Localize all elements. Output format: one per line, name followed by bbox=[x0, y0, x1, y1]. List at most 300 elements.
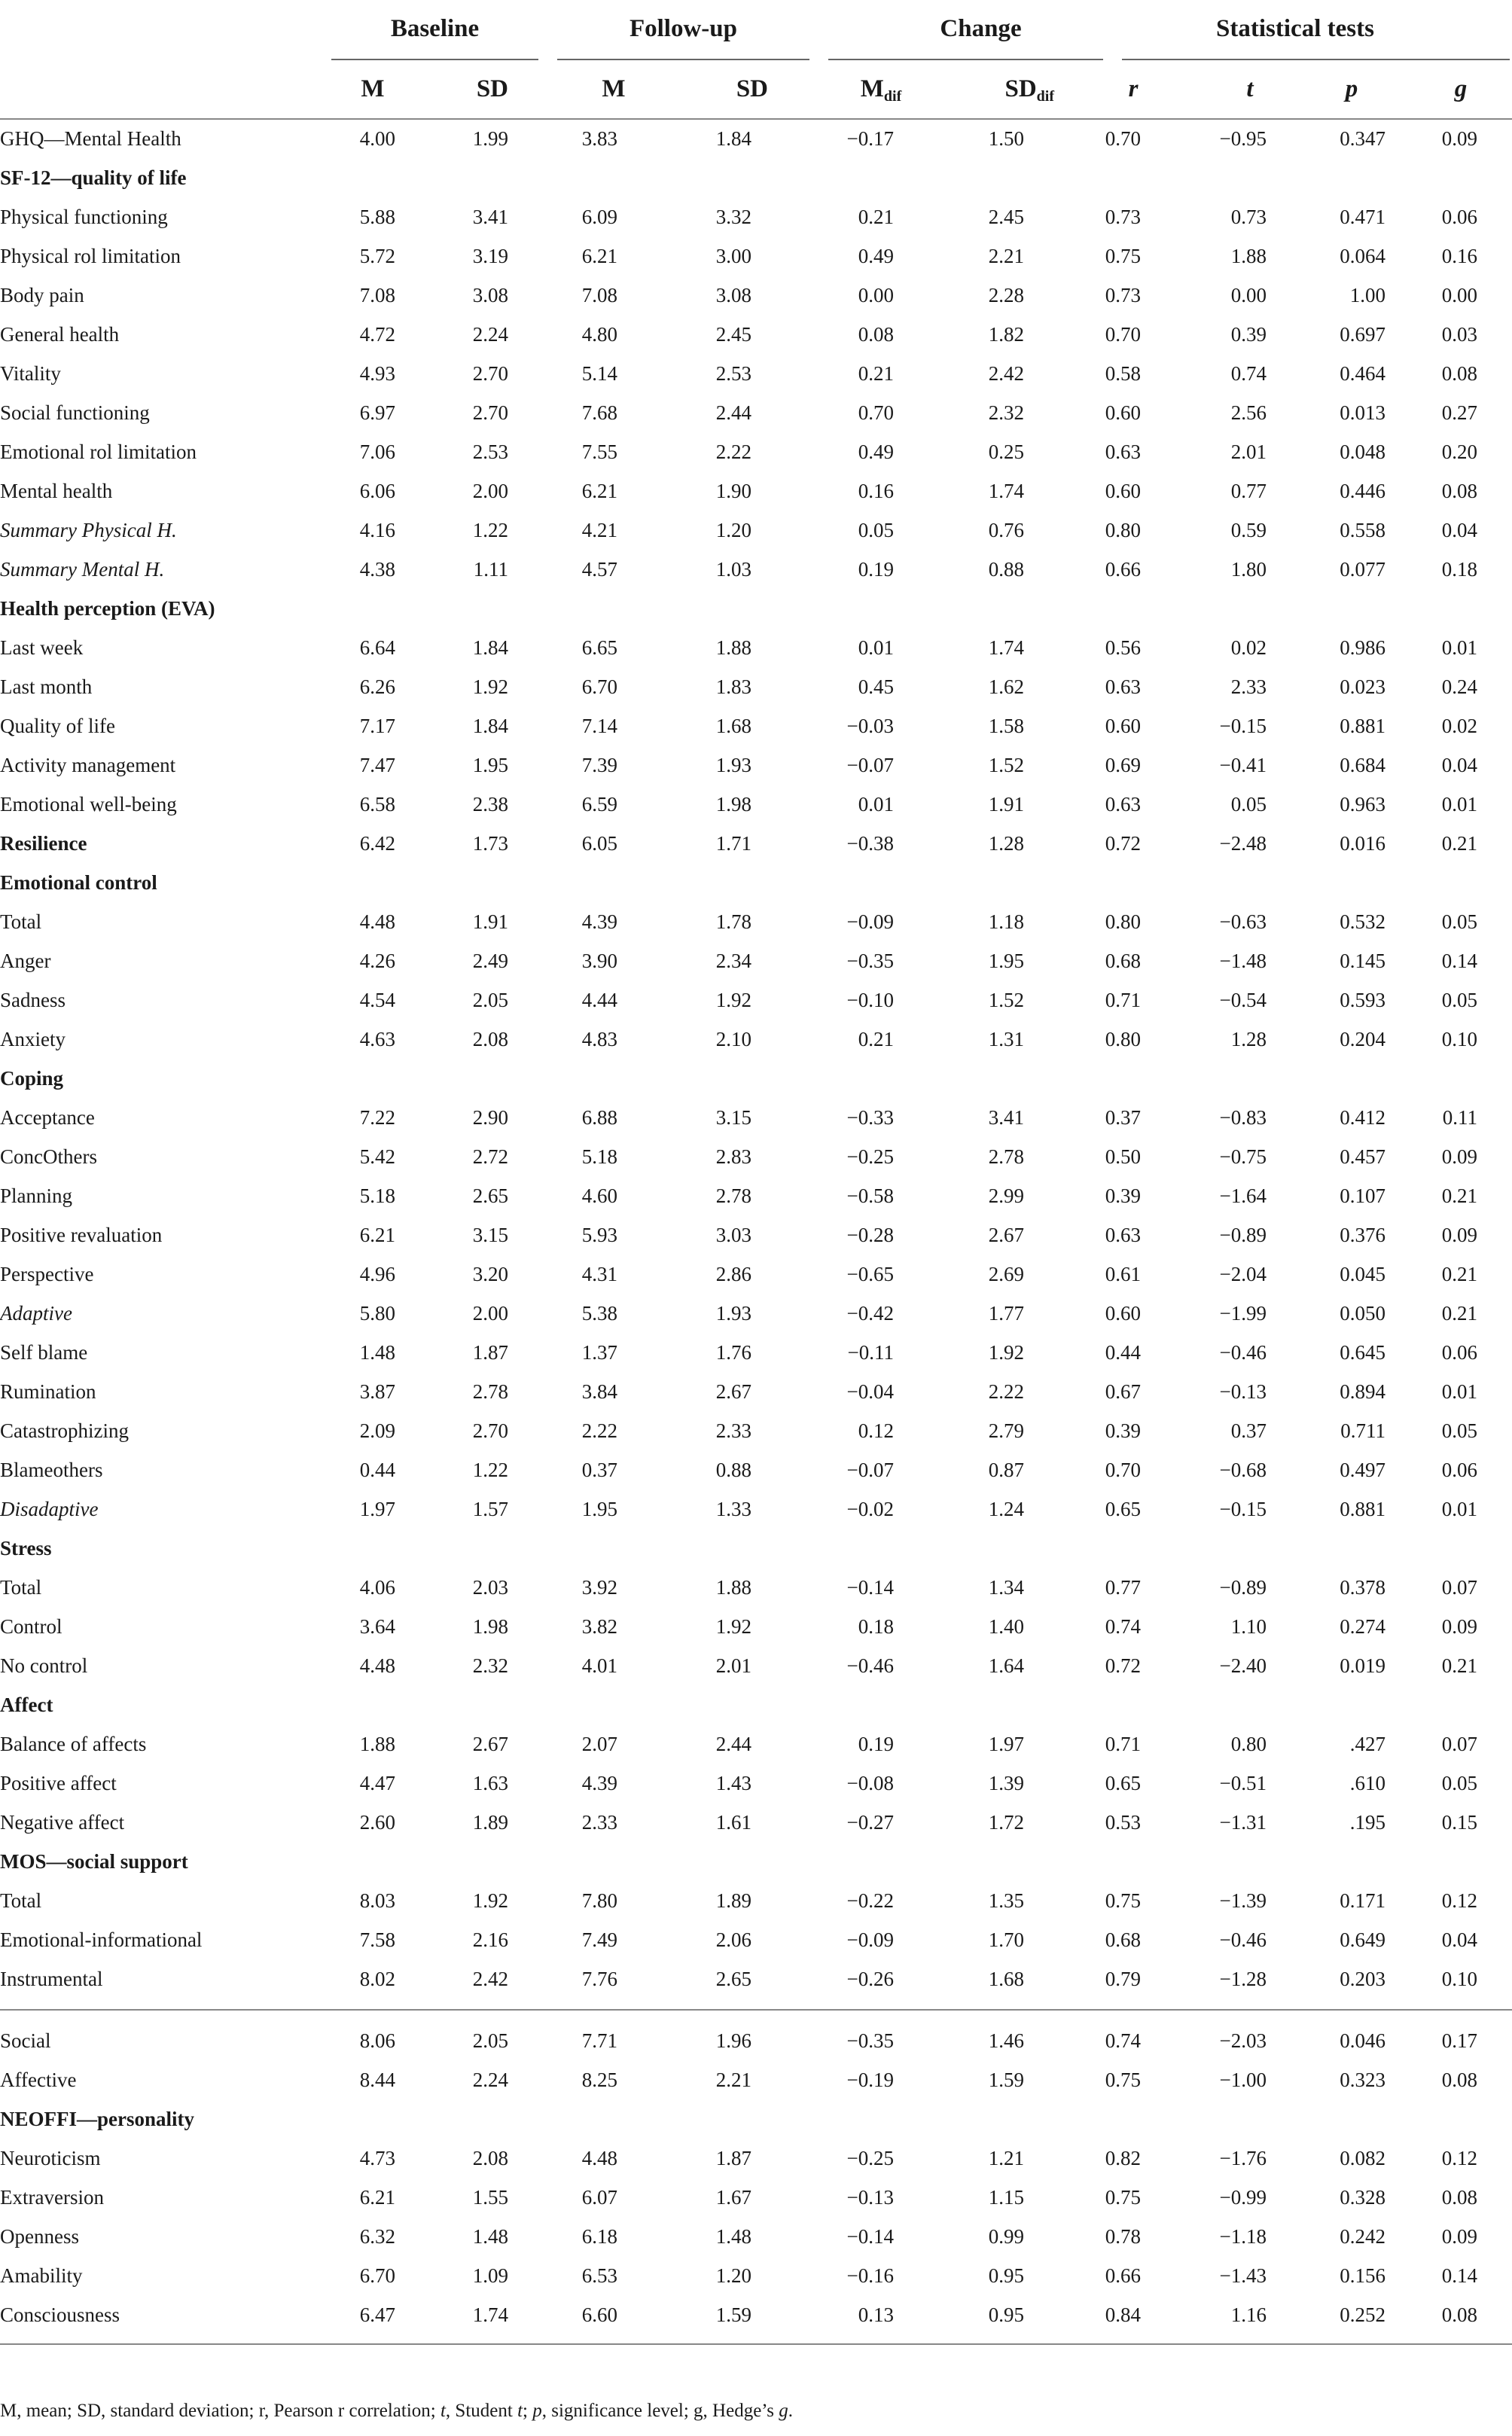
cell-baseline-sd: 1.09 bbox=[472, 2264, 508, 2287]
cell-baseline-sd: 2.08 bbox=[472, 1028, 508, 1050]
table-row bbox=[0, 1489, 1512, 1529]
cell-r: 0.73 bbox=[1105, 206, 1141, 228]
cell-sddif: 0.95 bbox=[988, 2303, 1024, 2326]
row-label: Last week bbox=[0, 636, 84, 659]
cell-baseline-m: 5.18 bbox=[359, 1184, 395, 1207]
cell-sddif: 1.35 bbox=[988, 1889, 1024, 1912]
cell-t: −0.89 bbox=[1219, 1576, 1267, 1599]
cell-t: 0.59 bbox=[1230, 519, 1267, 541]
cell-followup-m: 2.07 bbox=[581, 1733, 617, 1755]
row-label: Summary Physical H. bbox=[0, 519, 177, 541]
cell-baseline-m: 5.42 bbox=[359, 1145, 395, 1168]
cell-t: −0.46 bbox=[1219, 1341, 1267, 1364]
cell-g: 0.27 bbox=[1441, 401, 1477, 424]
cell-sddif: 2.78 bbox=[988, 1145, 1024, 1168]
cell-baseline-sd: 2.24 bbox=[472, 2069, 508, 2091]
cell-g: 0.05 bbox=[1441, 910, 1477, 933]
cell-p: 0.412 bbox=[1340, 1106, 1385, 1129]
table-row bbox=[0, 1450, 1512, 1489]
cell-baseline-sd: 3.19 bbox=[472, 245, 508, 267]
cell-r: 0.60 bbox=[1105, 401, 1141, 424]
subheader-followup-sd: SD bbox=[736, 75, 768, 102]
cell-mdif: −0.65 bbox=[846, 1263, 894, 1285]
cell-sddif: 1.24 bbox=[988, 1498, 1024, 1520]
row-label: MOS—social support bbox=[0, 1850, 188, 1873]
cell-sddif: 0.99 bbox=[988, 2225, 1024, 2248]
cell-baseline-m: 6.64 bbox=[359, 636, 395, 659]
cell-g: 0.04 bbox=[1441, 754, 1477, 776]
cell-followup-sd: 1.98 bbox=[715, 793, 751, 816]
table-row bbox=[0, 2178, 1512, 2217]
cell-g: 0.01 bbox=[1441, 636, 1477, 659]
cell-p: 0.107 bbox=[1340, 1184, 1385, 1207]
cell-r: 0.39 bbox=[1105, 1419, 1141, 1442]
cell-baseline-m: 5.80 bbox=[359, 1302, 395, 1325]
cell-g: 0.14 bbox=[1441, 2264, 1477, 2287]
cell-r: 0.70 bbox=[1105, 127, 1141, 150]
table-row bbox=[0, 1333, 1512, 1372]
cell-g: 0.07 bbox=[1441, 1733, 1477, 1755]
cell-t: −2.40 bbox=[1219, 1654, 1267, 1677]
cell-g: 0.06 bbox=[1441, 206, 1477, 228]
cell-baseline-m: 4.73 bbox=[359, 2147, 395, 2169]
cell-baseline-m: 4.48 bbox=[359, 910, 395, 933]
cell-r: 0.60 bbox=[1105, 715, 1141, 737]
row-label: Physical rol limitation bbox=[0, 245, 181, 267]
cell-t: −0.15 bbox=[1219, 1498, 1267, 1520]
table-row bbox=[0, 1411, 1512, 1450]
cell-followup-sd: 1.78 bbox=[715, 910, 751, 933]
subheader-t: t bbox=[1246, 75, 1254, 102]
cell-p: 1.00 bbox=[1349, 284, 1385, 306]
cell-baseline-m: 7.08 bbox=[359, 284, 395, 306]
cell-g: 0.01 bbox=[1441, 1380, 1477, 1403]
table-row bbox=[0, 824, 1512, 863]
cell-p: 0.697 bbox=[1340, 323, 1385, 346]
cell-baseline-m: 7.06 bbox=[359, 441, 395, 463]
cell-mdif: 0.12 bbox=[858, 1419, 894, 1442]
cell-followup-m: 4.60 bbox=[581, 1184, 617, 1207]
cell-baseline-m: 7.58 bbox=[359, 1928, 395, 1951]
table-row bbox=[0, 2021, 1512, 2060]
cell-sddif: 1.74 bbox=[988, 636, 1024, 659]
row-label: Rumination bbox=[0, 1380, 96, 1403]
row-label: Self blame bbox=[0, 1341, 88, 1364]
cell-r: 0.75 bbox=[1105, 1889, 1141, 1912]
subheader-p: p bbox=[1345, 75, 1358, 102]
cell-t: 1.10 bbox=[1230, 1615, 1267, 1638]
cell-baseline-m: 6.97 bbox=[359, 401, 395, 424]
cell-followup-m: 7.49 bbox=[581, 1928, 617, 1951]
cell-mdif: −0.17 bbox=[846, 127, 894, 150]
cell-p: 0.082 bbox=[1340, 2147, 1385, 2169]
row-label: Openness bbox=[0, 2225, 79, 2248]
cell-baseline-sd: 1.73 bbox=[472, 832, 508, 855]
table-row bbox=[0, 1215, 1512, 1255]
cell-baseline-m: 8.44 bbox=[359, 2069, 395, 2091]
cell-t: 0.00 bbox=[1230, 284, 1267, 306]
cell-g: 0.09 bbox=[1441, 1224, 1477, 1246]
row-label: Mental health bbox=[0, 480, 113, 502]
cell-t: 1.16 bbox=[1230, 2303, 1267, 2326]
row-label: Disadaptive bbox=[0, 1498, 99, 1520]
cell-baseline-sd: 1.84 bbox=[472, 715, 508, 737]
cell-baseline-sd: 2.03 bbox=[472, 1576, 508, 1599]
header-rule-change bbox=[828, 59, 1103, 60]
subheader-mdif: $M_{dif}$ bbox=[860, 75, 902, 105]
cell-r: 0.69 bbox=[1105, 754, 1141, 776]
cell-mdif: −0.26 bbox=[846, 1968, 894, 1990]
cell-sddif: 2.45 bbox=[988, 206, 1024, 228]
cell-sddif: 1.52 bbox=[988, 754, 1024, 776]
cell-baseline-m: 4.00 bbox=[359, 127, 395, 150]
cell-followup-sd: 2.22 bbox=[715, 441, 751, 463]
cell-g: 0.21 bbox=[1441, 1302, 1477, 1325]
cell-followup-m: 4.39 bbox=[581, 1772, 617, 1794]
cell-baseline-m: 6.21 bbox=[359, 2186, 395, 2209]
cell-r: 0.60 bbox=[1105, 1302, 1141, 1325]
cell-g: 0.05 bbox=[1441, 1772, 1477, 1794]
cell-mdif: −0.42 bbox=[846, 1302, 894, 1325]
cell-sddif: 3.41 bbox=[988, 1106, 1024, 1129]
cell-p: 0.019 bbox=[1340, 1654, 1385, 1677]
cell-p: 0.457 bbox=[1340, 1145, 1385, 1168]
cell-p: 0.064 bbox=[1340, 245, 1385, 267]
cell-r: 0.63 bbox=[1105, 1224, 1141, 1246]
header-rule-tests bbox=[1122, 59, 1510, 60]
cell-t: −1.39 bbox=[1219, 1889, 1267, 1912]
cell-p: 0.711 bbox=[1340, 1419, 1385, 1442]
cell-followup-m: 7.71 bbox=[581, 2029, 617, 2052]
cell-baseline-sd: 2.70 bbox=[472, 362, 508, 385]
cell-baseline-m: 7.47 bbox=[359, 754, 395, 776]
table-row bbox=[0, 941, 1512, 980]
row-label: Activity management bbox=[0, 754, 176, 776]
cell-g: 0.03 bbox=[1441, 323, 1477, 346]
cell-g: 0.10 bbox=[1441, 1968, 1477, 1990]
cell-baseline-sd: 1.74 bbox=[472, 2303, 508, 2326]
cell-sddif: 2.32 bbox=[988, 401, 1024, 424]
cell-sddif: 1.46 bbox=[988, 2029, 1024, 2052]
cell-followup-sd: 1.20 bbox=[715, 519, 751, 541]
cell-sddif: 0.25 bbox=[988, 441, 1024, 463]
cell-baseline-m: 5.72 bbox=[359, 245, 395, 267]
cell-sddif: 2.67 bbox=[988, 1224, 1024, 1246]
cell-baseline-m: 4.48 bbox=[359, 1654, 395, 1677]
cell-followup-sd: 1.88 bbox=[715, 1576, 751, 1599]
table-row bbox=[0, 2060, 1512, 2099]
table-row bbox=[0, 902, 1512, 941]
section-row bbox=[0, 1059, 1512, 1098]
cell-r: 0.77 bbox=[1105, 1576, 1141, 1599]
cell-sddif: 1.31 bbox=[988, 1028, 1024, 1050]
cell-mdif: −0.11 bbox=[847, 1341, 894, 1364]
cell-followup-m: 6.53 bbox=[581, 2264, 617, 2287]
cell-baseline-m: 4.38 bbox=[359, 558, 395, 581]
cell-g: 0.01 bbox=[1441, 1498, 1477, 1520]
cell-sddif: 1.68 bbox=[988, 1968, 1024, 1990]
cell-mdif: −0.22 bbox=[846, 1889, 894, 1912]
cell-followup-m: 6.21 bbox=[581, 245, 617, 267]
cell-r: 0.80 bbox=[1105, 910, 1141, 933]
cell-followup-sd: 0.88 bbox=[715, 1459, 751, 1481]
cell-g: 0.00 bbox=[1441, 284, 1477, 306]
cell-followup-m: 7.14 bbox=[581, 715, 617, 737]
row-label: Summary Mental H. bbox=[0, 558, 165, 581]
cell-baseline-sd: 2.38 bbox=[472, 793, 508, 816]
cell-followup-m: 6.88 bbox=[581, 1106, 617, 1129]
cell-sddif: 1.72 bbox=[988, 1811, 1024, 1834]
cell-baseline-sd: 3.20 bbox=[472, 1263, 508, 1285]
cell-g: 0.04 bbox=[1441, 1928, 1477, 1951]
cell-r: 0.39 bbox=[1105, 1184, 1141, 1207]
table-row bbox=[0, 550, 1512, 589]
table-row bbox=[0, 119, 1512, 158]
cell-r: 0.70 bbox=[1105, 323, 1141, 346]
cell-g: 0.08 bbox=[1441, 362, 1477, 385]
cell-followup-sd: 1.88 bbox=[715, 636, 751, 659]
cell-g: 0.09 bbox=[1441, 1615, 1477, 1638]
cell-g: 0.24 bbox=[1441, 675, 1477, 698]
cell-followup-m: 4.57 bbox=[581, 558, 617, 581]
cell-t: −1.31 bbox=[1219, 1811, 1267, 1834]
cell-r: 0.72 bbox=[1105, 1654, 1141, 1677]
cell-followup-sd: 2.10 bbox=[715, 1028, 751, 1050]
cell-r: 0.66 bbox=[1105, 2264, 1141, 2287]
footnote-text: M, mean; SD, standard deviation; r, Pearson r correlation; t, Student t; p, significance level; g, Hedge’s g. bbox=[0, 2401, 793, 2421]
section-row bbox=[0, 1842, 1512, 1881]
cell-followup-sd: 2.53 bbox=[715, 362, 751, 385]
cell-sddif: 1.64 bbox=[988, 1654, 1024, 1677]
cell-baseline-m: 6.32 bbox=[359, 2225, 395, 2248]
cell-g: 0.12 bbox=[1441, 1889, 1477, 1912]
cell-mdif: 0.16 bbox=[858, 480, 894, 502]
table-row bbox=[0, 1646, 1512, 1685]
cell-followup-m: 4.39 bbox=[581, 910, 617, 933]
table-row bbox=[0, 276, 1512, 315]
cell-sddif: 1.50 bbox=[988, 127, 1024, 150]
row-label: Body pain bbox=[0, 284, 84, 306]
cell-followup-sd: 3.32 bbox=[715, 206, 751, 228]
cell-baseline-sd: 1.99 bbox=[472, 127, 508, 150]
cell-p: 0.446 bbox=[1340, 480, 1385, 502]
cell-p: 0.593 bbox=[1340, 989, 1385, 1011]
cell-t: −0.89 bbox=[1219, 1224, 1267, 1246]
cell-mdif: 0.01 bbox=[858, 636, 894, 659]
cell-baseline-sd: 2.32 bbox=[472, 1654, 508, 1677]
cell-p: 0.016 bbox=[1340, 832, 1385, 855]
row-label: Coping bbox=[0, 1067, 64, 1090]
cell-followup-sd: 2.06 bbox=[715, 1928, 751, 1951]
cell-r: 0.66 bbox=[1105, 558, 1141, 581]
cell-followup-sd: 1.84 bbox=[715, 127, 751, 150]
cell-baseline-sd: 2.00 bbox=[472, 1302, 508, 1325]
cell-baseline-m: 1.88 bbox=[359, 1733, 395, 1755]
cell-sddif: 0.76 bbox=[988, 519, 1024, 541]
cell-followup-sd: 3.15 bbox=[715, 1106, 751, 1129]
cell-p: 0.464 bbox=[1340, 362, 1385, 385]
cell-followup-sd: 1.93 bbox=[715, 754, 751, 776]
cell-followup-m: 6.65 bbox=[581, 636, 617, 659]
table-row bbox=[0, 1724, 1512, 1764]
row-label: Adaptive bbox=[0, 1302, 72, 1325]
row-label: Anger bbox=[0, 950, 51, 972]
cell-mdif: −0.28 bbox=[846, 1224, 894, 1246]
cell-mdif: −0.46 bbox=[846, 1654, 894, 1677]
table-row bbox=[0, 511, 1512, 550]
row-label: Affective bbox=[0, 2069, 77, 2091]
row-label: Total bbox=[0, 1889, 42, 1912]
cell-sddif: 1.34 bbox=[988, 1576, 1024, 1599]
cell-mdif: −0.09 bbox=[846, 910, 894, 933]
cell-mdif: −0.38 bbox=[846, 832, 894, 855]
cell-followup-sd: 2.44 bbox=[715, 401, 751, 424]
cell-r: 0.37 bbox=[1105, 1106, 1141, 1129]
cell-baseline-sd: 2.72 bbox=[472, 1145, 508, 1168]
table-row bbox=[0, 393, 1512, 432]
cell-mdif: 0.49 bbox=[858, 441, 894, 463]
cell-baseline-sd: 1.48 bbox=[472, 2225, 508, 2248]
row-label: Total bbox=[0, 1576, 42, 1599]
cell-followup-m: 4.31 bbox=[581, 1263, 617, 1285]
subheader-followup-m: M bbox=[602, 75, 626, 102]
cell-r: 0.58 bbox=[1105, 362, 1141, 385]
cell-p: 0.203 bbox=[1340, 1968, 1385, 1990]
cell-p: 0.894 bbox=[1340, 1380, 1385, 1403]
cell-p: 0.497 bbox=[1340, 1459, 1385, 1481]
table-row bbox=[0, 1607, 1512, 1646]
cell-baseline-sd: 2.24 bbox=[472, 323, 508, 346]
cell-r: 0.72 bbox=[1105, 832, 1141, 855]
cell-baseline-m: 6.26 bbox=[359, 675, 395, 698]
cell-baseline-sd: 1.91 bbox=[472, 910, 508, 933]
cell-p: 0.013 bbox=[1340, 401, 1385, 424]
cell-sddif: 2.99 bbox=[988, 1184, 1024, 1207]
cell-r: 0.74 bbox=[1105, 2029, 1141, 2052]
cell-followup-sd: 1.61 bbox=[715, 1811, 751, 1834]
cell-t: 1.80 bbox=[1230, 558, 1267, 581]
cell-r: 0.65 bbox=[1105, 1772, 1141, 1794]
cell-p: 0.471 bbox=[1340, 206, 1385, 228]
table-row bbox=[0, 1803, 1512, 1842]
cell-baseline-sd: 1.63 bbox=[472, 1772, 508, 1794]
cell-followup-sd: 1.68 bbox=[715, 715, 751, 737]
cell-p: 0.156 bbox=[1340, 2264, 1385, 2287]
cell-g: 0.21 bbox=[1441, 1263, 1477, 1285]
cell-r: 0.82 bbox=[1105, 2147, 1141, 2169]
cell-mdif: −0.07 bbox=[846, 1459, 894, 1481]
cell-r: 0.60 bbox=[1105, 480, 1141, 502]
subheader-baseline-m: M bbox=[361, 75, 385, 102]
cell-mdif: −0.35 bbox=[846, 950, 894, 972]
cell-mdif: 0.05 bbox=[858, 519, 894, 541]
cell-t: −0.68 bbox=[1219, 1459, 1267, 1481]
cell-t: −1.28 bbox=[1219, 1968, 1267, 1990]
cell-t: 0.37 bbox=[1230, 1419, 1267, 1442]
cell-mdif: 0.49 bbox=[858, 245, 894, 267]
table-row bbox=[0, 1176, 1512, 1215]
cell-g: 0.10 bbox=[1441, 1028, 1477, 1050]
cell-p: .195 bbox=[1349, 1811, 1385, 1834]
cell-followup-sd: 2.44 bbox=[715, 1733, 751, 1755]
cell-followup-m: 8.25 bbox=[581, 2069, 617, 2091]
cell-baseline-sd: 2.05 bbox=[472, 989, 508, 1011]
cell-followup-sd: 1.83 bbox=[715, 675, 751, 698]
cell-sddif: 1.59 bbox=[988, 2069, 1024, 2091]
cell-baseline-m: 6.58 bbox=[359, 793, 395, 816]
table-row bbox=[0, 1959, 1512, 1998]
cell-g: 0.17 bbox=[1441, 2029, 1477, 2052]
cell-t: −1.64 bbox=[1219, 1184, 1267, 1207]
cell-t: 2.33 bbox=[1230, 675, 1267, 698]
cell-followup-sd: 1.71 bbox=[715, 832, 751, 855]
cell-followup-sd: 1.76 bbox=[715, 1341, 751, 1364]
cell-followup-m: 6.70 bbox=[581, 675, 617, 698]
cell-followup-m: 4.48 bbox=[581, 2147, 617, 2169]
cell-followup-sd: 2.86 bbox=[715, 1263, 751, 1285]
cell-g: 0.08 bbox=[1441, 2186, 1477, 2209]
cell-t: −0.13 bbox=[1219, 1380, 1267, 1403]
cell-t: 0.80 bbox=[1230, 1733, 1267, 1755]
cell-baseline-m: 6.21 bbox=[359, 1224, 395, 1246]
cell-followup-sd: 2.67 bbox=[715, 1380, 751, 1403]
cell-mdif: 0.13 bbox=[858, 2303, 894, 2326]
cell-r: 0.75 bbox=[1105, 245, 1141, 267]
cell-followup-m: 7.08 bbox=[581, 284, 617, 306]
cell-baseline-m: 4.63 bbox=[359, 1028, 395, 1050]
row-label: Blameothers bbox=[0, 1459, 103, 1481]
cell-r: 0.74 bbox=[1105, 1615, 1141, 1638]
cell-baseline-sd: 2.05 bbox=[472, 2029, 508, 2052]
row-label: Health perception (EVA) bbox=[0, 597, 215, 620]
cell-baseline-sd: 2.67 bbox=[472, 1733, 508, 1755]
cell-t: −2.03 bbox=[1219, 2029, 1267, 2052]
cell-mdif: 0.19 bbox=[858, 558, 894, 581]
cell-r: 0.68 bbox=[1105, 950, 1141, 972]
cell-p: 0.986 bbox=[1340, 636, 1385, 659]
table-bottom-rule bbox=[0, 2343, 1512, 2345]
cell-r: 0.71 bbox=[1105, 989, 1141, 1011]
cell-p: 0.323 bbox=[1340, 2069, 1385, 2091]
cell-p: 0.077 bbox=[1340, 558, 1385, 581]
cell-mdif: 0.00 bbox=[858, 284, 894, 306]
cell-baseline-m: 6.47 bbox=[359, 2303, 395, 2326]
cell-mdif: −0.19 bbox=[846, 2069, 894, 2091]
subheader-g: g bbox=[1454, 75, 1468, 102]
cell-followup-m: 4.83 bbox=[581, 1028, 617, 1050]
cell-sddif: 0.88 bbox=[988, 558, 1024, 581]
cell-p: 0.532 bbox=[1340, 910, 1385, 933]
section-row bbox=[0, 863, 1512, 902]
cell-followup-sd: 1.92 bbox=[715, 989, 751, 1011]
cell-sddif: 1.92 bbox=[988, 1341, 1024, 1364]
row-label: Amability bbox=[0, 2264, 83, 2287]
cell-mdif: −0.04 bbox=[846, 1380, 894, 1403]
table-row bbox=[0, 197, 1512, 236]
cell-p: 0.328 bbox=[1340, 2186, 1385, 2209]
cell-sddif: 2.21 bbox=[988, 245, 1024, 267]
cell-sddif: 1.39 bbox=[988, 1772, 1024, 1794]
cell-baseline-m: 1.97 bbox=[359, 1498, 395, 1520]
cell-followup-m: 2.22 bbox=[581, 1419, 617, 1442]
cell-r: 0.75 bbox=[1105, 2186, 1141, 2209]
cell-g: 0.12 bbox=[1441, 2147, 1477, 2169]
subheader-sddif: $SD_{dif}$ bbox=[1004, 75, 1054, 105]
cell-baseline-sd: 2.49 bbox=[472, 950, 508, 972]
row-label: Control bbox=[0, 1615, 62, 1638]
table-row bbox=[0, 2139, 1512, 2178]
cell-sddif: 2.28 bbox=[988, 284, 1024, 306]
